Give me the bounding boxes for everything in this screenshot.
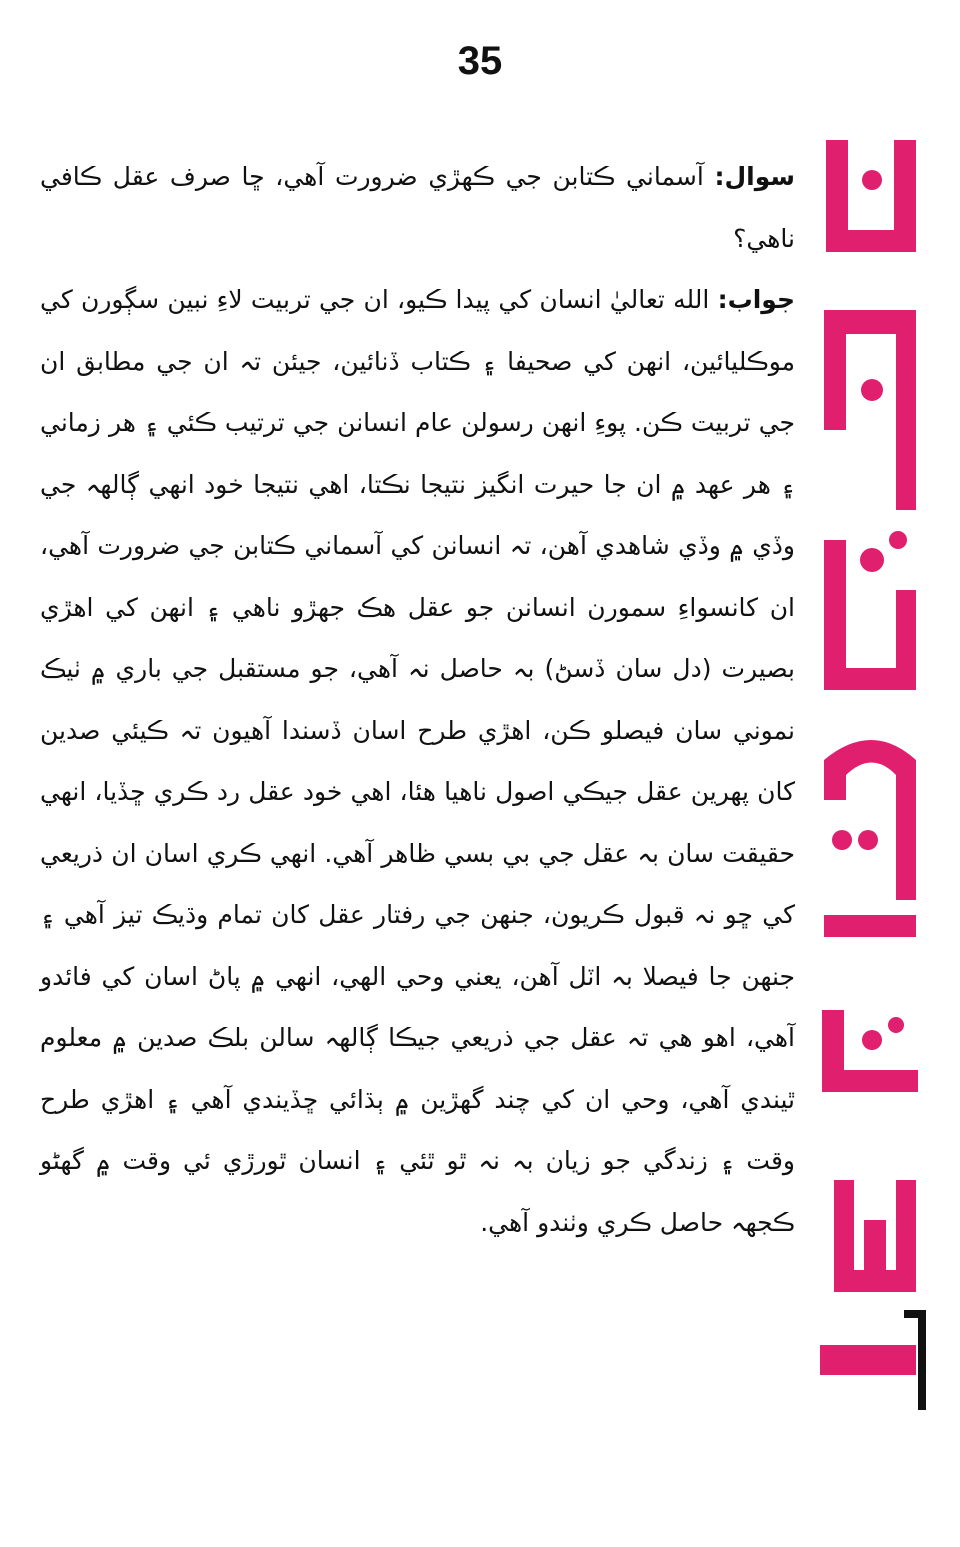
answer-text: الله تعاليٰ انسان کي پيدا ڪيو، ان جي تربيت لاءِ نبين سڳورن کي موڪليائين، انهن کي صحيفا ۽ ڪتاب ڏنائين، جيئن تہ ان جي مطابق ان جي تربيت ڪن. پوءِ انهن رسولن عام انسانن جي ترتيب ڪئي ۽ هر زماني ۽ هر عهد ۾ ان جا حيرت انگيز نتيجا نڪتا، اهي نتيجا خود انهي ڳالهہ جي وڏي ۾ وڏي شاهدي آهن، تہ انسانن کي آسماني ڪتابن جي ضرورت آهي، ان کانسواءِ سمورن انسانن جو عقل هڪ جهڙو ناهي ۽ انهن کي اهڙي بصيرت (دل سان ڏسڻ) بہ حاصل نہ آهي، جو مستقبل جي باري ۾ ٺيڪ نموني سان فيصلو ڪن، اهڙي طرح اسان ڏسندا آهيون تہ ڪيئي صدين کان پهرين عقل جيڪي اصول ناهيا هئا، اهي خود عقل رد ڪري ڇڏيا، انهي حقيقت سان بہ عقل جي بي بسي ظاهر آهي. انهي ڪري اسان ان ذريعي کي ڇو نہ قبول ڪريون، جنهن جي رفتار عقل کان تمام وڌيڪ تيز آهي ۽ جنهن جا فيصلا بہ اٽل آهن، يعني وحي الهي، انهي ۾ پاڻ اسان کي فائدو آهي، اهو هي تہ عقل جي ذريعي جيڪا ڳالهہ سالن بلڪ صدين ۾ معلوم ٿيندي آهي، وحي ان کي چند گهڙين ۾ ٻڌائي ڇڏيندي آهي ۽ اهڙي طرح وقت ۽ زندگي جو زيان بہ نہ ٿو ٿئي ۽ انسان ٿورڙي ئي وقت ۾ گهڻو ڪجهہ حاصل ڪري وٺندو آهي. [40, 285, 795, 1237]
answer-label: جواب: [717, 285, 795, 314]
question-label: سوال: [714, 162, 795, 191]
side-banner-logo [812, 120, 930, 1480]
body-text [40, 146, 795, 1253]
page-number: 35 [457, 39, 503, 83]
question-text: آسماني ڪتابن جي ڪهڙي ضرورت آهي، ڇا صرف عقل ڪافي ناهي؟ [40, 162, 795, 253]
question-paragraph [40, 146, 795, 269]
answer-paragraph [40, 269, 795, 1253]
